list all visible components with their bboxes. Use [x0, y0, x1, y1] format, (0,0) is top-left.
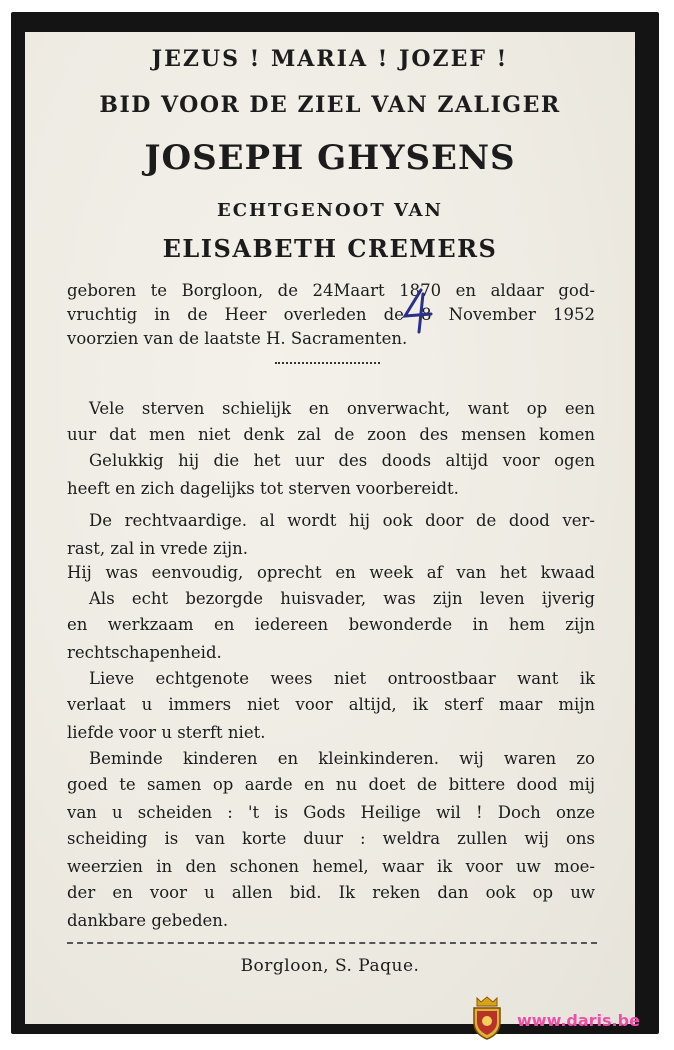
body-line: Vele sterven schielijk en onverwacht, want op een: [89, 399, 595, 418]
memorial-card: [25, 32, 635, 1024]
watermark-link[interactable]: www.daris.be: [517, 1011, 640, 1030]
body-line: goed te samen op aarde en nu doet de bittere dood mij: [67, 775, 595, 794]
body-line: heeft en zich dagelijks tot sterven voorbereidt.: [67, 479, 459, 498]
body-line: liefde voor u sterft niet.: [67, 723, 266, 742]
body-line: Lieve echtgenote wees niet ontroostbaar want ik: [89, 669, 595, 688]
spouse-name: ELISABETH CREMERS: [162, 234, 498, 263]
printer-credit: Borgloon, S. Paque.: [240, 956, 420, 976]
body-line: Als echt bezorgde huisvader, was zijn leven ijverig: [89, 589, 595, 608]
bio-line: geboren te Borgloon, de 24Maart 1870 en aldaar god-: [67, 281, 595, 300]
body-line: Beminde kinderen en kleinkinderen. wij waren zo: [89, 749, 595, 768]
bio-line: voorzien van de laatste H. Sacramenten.: [67, 329, 408, 348]
prayer-request: BID VOOR DE ZIEL VAN ZALIGER: [99, 92, 561, 118]
handwritten-4-mark: [397, 286, 437, 336]
body-line: rast, zal in vrede zijn.: [67, 539, 249, 558]
body-line: dankbare gebeden.: [67, 911, 229, 930]
body-line: van u scheiden : 't is Gods Heilige wil ! Doch onze: [67, 803, 595, 822]
dotted-separator: [275, 362, 380, 364]
body-line: Gelukkig hij die het uur des doods altijd voor ogen: [89, 451, 595, 470]
body-line: uur dat men niet denk zal de zoon des mensen komen: [67, 425, 595, 444]
dashed-separator: [67, 942, 597, 944]
body-line: scheiding is van korte duur : weldra zullen wij ons: [67, 829, 595, 848]
body-line: De rechtvaardige. al wordt hij ook door de dood ver-: [89, 511, 595, 530]
relation-label: ECHTGENOOT VAN: [217, 200, 443, 221]
invocation: JEZUS ! MARIA ! JOZEF !: [151, 46, 509, 72]
body-line: der en voor u allen bid. Ik reken dan ook op uw: [67, 883, 595, 902]
body-line: Hij was eenvoudig, oprecht en week af van het kwaad: [67, 563, 595, 582]
body-line: weerzien in den schonen hemel, waar ik voor uw moe-: [67, 857, 595, 876]
deceased-name: JOSEPH GHYSENS: [144, 138, 516, 178]
body-line: en werkzaam en iedereen bewonderde in hem zijn: [67, 615, 595, 634]
body-line: rechtschapenheid.: [67, 643, 222, 662]
bio-line: vruchtig in de Heer overleden de 8 November 1952: [67, 305, 595, 324]
crest-icon: [471, 996, 503, 1040]
body-line: verlaat u immers niet voor altijd, ik sterf maar mijn: [67, 695, 595, 714]
